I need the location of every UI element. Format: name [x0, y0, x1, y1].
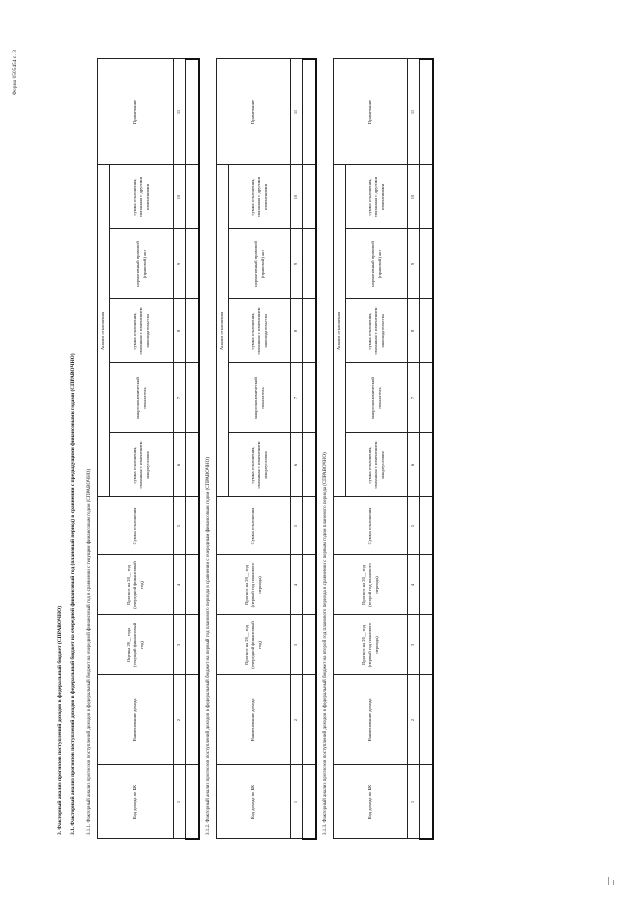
column-header: Код дохода по БК — [334, 765, 408, 839]
column-number: 11 — [291, 59, 303, 165]
data-cell[interactable] — [420, 165, 434, 229]
data-cell[interactable] — [303, 299, 317, 363]
group-header: Анализ отклонения — [217, 165, 229, 497]
form-code: Форма 0505454 с. 3 — [13, 49, 18, 95]
column-number: 2 — [174, 675, 186, 765]
column-number: 5 — [408, 497, 420, 555]
column-number: 7 — [408, 363, 420, 433]
column-header: макроэкономический показатель — [346, 363, 408, 433]
column-number: 6 — [291, 433, 303, 497]
column-number: 3 — [174, 615, 186, 675]
data-cell[interactable] — [186, 433, 200, 497]
data-cell[interactable] — [420, 299, 434, 363]
data-cell[interactable] — [303, 229, 317, 299]
column-number: 1 — [408, 765, 420, 839]
data-cell[interactable] — [303, 497, 317, 555]
column-header: нормативный правовой (правовой) акт — [346, 229, 408, 299]
data-cell[interactable] — [303, 765, 317, 839]
column-number: 10 — [291, 165, 303, 229]
column-header: Прогноз на 20__ год (первый год планового периода) — [217, 555, 291, 615]
column-number: 8 — [291, 299, 303, 363]
column-header: Примечание — [217, 59, 291, 165]
data-cell[interactable] — [186, 299, 200, 363]
column-number: 5 — [174, 497, 186, 555]
data-cell[interactable] — [186, 229, 200, 299]
section-title: 3. Факторный анализ прогнозов поступлений доходов в федеральный бюджет (СПРАВОЧНО) — [57, 605, 63, 835]
column-number: 4 — [291, 555, 303, 615]
column-number: 2 — [408, 675, 420, 765]
column-header: нормативный правовой (правовой) акт — [110, 229, 174, 299]
group-header: Анализ отклонения — [334, 165, 346, 497]
data-cell[interactable] — [420, 497, 434, 555]
column-number: 9 — [291, 229, 303, 299]
column-number: 3 — [291, 615, 303, 675]
column-header: Сумма отклонения — [98, 497, 174, 555]
data-cell[interactable] — [186, 363, 200, 433]
column-header: Прогноз на 20__ год (первый год планового периода) — [334, 615, 408, 675]
factor-table-3 — [333, 58, 434, 840]
column-number: 3 — [408, 615, 420, 675]
column-header: Оценка 20__ года (текущий финансовый год) — [98, 615, 174, 675]
column-number: 9 — [174, 229, 186, 299]
column-number: 6 — [408, 433, 420, 497]
column-header: Примечание — [98, 59, 174, 165]
column-number: 8 — [408, 299, 420, 363]
factor-table-1 — [97, 58, 200, 840]
table-row — [186, 59, 200, 839]
data-cell[interactable] — [420, 59, 434, 165]
column-header: Сумма отклонения — [334, 497, 408, 555]
column-header: сумма отклонения, связанная с изменением законодательства — [346, 299, 408, 363]
data-cell[interactable] — [186, 555, 200, 615]
column-header: Наименование дохода — [334, 675, 408, 765]
column-number: 8 — [174, 299, 186, 363]
column-number: 7 — [174, 363, 186, 433]
column-number: 4 — [408, 555, 420, 615]
subsection-title: 3.1. Факторный анализ прогнозов поступлений доходов в федеральный бюджет на очередной финансовый год (плановый период) в сравнении с предыдущими финансовыми годами (СПРАВОЧНО) — [70, 353, 76, 835]
data-cell[interactable] — [303, 675, 317, 765]
column-header: сумма отклонения, связанная с изменением законодательства — [229, 299, 291, 363]
column-header: Прогноз на 20__ год (очередной финансовый год) — [98, 555, 174, 615]
column-number: 9 — [408, 229, 420, 299]
data-cell[interactable] — [420, 363, 434, 433]
column-number: 11 — [408, 59, 420, 165]
column-header: сумма отклонения, связанная с другими изменениями — [346, 165, 408, 229]
column-header: Прогноз на 20__ год (очередной финансовый год) — [217, 615, 291, 675]
column-number: 1 — [291, 765, 303, 839]
data-cell[interactable] — [303, 615, 317, 675]
column-header: макроэкономический показатель — [110, 363, 174, 433]
data-cell[interactable] — [186, 675, 200, 765]
column-header: Примечание — [334, 59, 408, 165]
scan-mark — [608, 877, 609, 885]
column-header: сумма отклонения, связанная с другими изменениями — [110, 165, 174, 229]
data-cell[interactable] — [186, 165, 200, 229]
scan-mark — [613, 880, 614, 885]
data-cell[interactable] — [186, 765, 200, 839]
data-cell[interactable] — [303, 59, 317, 165]
group-header: Анализ отклонения — [98, 165, 110, 497]
data-cell[interactable] — [186, 59, 200, 165]
column-number: 10 — [174, 165, 186, 229]
column-header: сумма отклонения, связанная с другими изменениями — [229, 165, 291, 229]
column-header: макроэкономический показатель — [229, 363, 291, 433]
column-header: сумма отклонения, связанная с изменением макроусловия — [229, 433, 291, 497]
table-caption: 3.1.3. Факторный анализ прогнозов поступлений доходов в федеральный бюджет на второй год планового периода в сравнении с первым годом планового периода (СПРАВОЧНО) — [323, 452, 328, 835]
column-header: сумма отклонения, связанная с изменением макроусловия — [346, 433, 408, 497]
data-cell[interactable] — [303, 165, 317, 229]
data-cell[interactable] — [303, 363, 317, 433]
data-cell[interactable] — [420, 433, 434, 497]
column-number: 4 — [174, 555, 186, 615]
data-cell[interactable] — [303, 555, 317, 615]
data-cell[interactable] — [420, 555, 434, 615]
column-number: 7 — [291, 363, 303, 433]
column-header: сумма отклонения, связанная с изменением законодательства — [110, 299, 174, 363]
data-cell[interactable] — [420, 229, 434, 299]
column-number: 6 — [174, 433, 186, 497]
data-cell[interactable] — [420, 615, 434, 675]
table-row — [303, 59, 317, 839]
column-number: 5 — [291, 497, 303, 555]
column-number: 10 — [408, 165, 420, 229]
factor-table-2 — [216, 58, 317, 840]
table-caption: 3.1.2. Факторный анализ прогнозов поступлений доходов в федеральный бюджет на первый год планового периода в сравнении с очередным финансовым годом (СПРАВОЧНО) — [206, 457, 211, 835]
table-row — [420, 59, 434, 839]
column-header: Код дохода по БК — [98, 765, 174, 839]
column-number: 2 — [291, 675, 303, 765]
table-caption: 3.1.1. Факторный анализ прогнозов поступлений доходов в федеральный бюджет на очередной финансовый год в сравнении с текущим финансовым годом (СПРАВОЧНО) — [87, 468, 92, 835]
data-cell[interactable] — [303, 433, 317, 497]
column-header: Наименование дохода — [98, 675, 174, 765]
data-cell[interactable] — [186, 615, 200, 675]
column-header: Наименование дохода — [217, 675, 291, 765]
column-header: сумма отклонения, связанная с изменением макроусловия — [110, 433, 174, 497]
data-cell[interactable] — [420, 765, 434, 839]
column-header: Сумма отклонения — [217, 497, 291, 555]
column-number: 1 — [174, 765, 186, 839]
column-header: Прогноз на 20__ год (второй год планового периода) — [334, 555, 408, 615]
column-number: 11 — [174, 59, 186, 165]
data-cell[interactable] — [186, 497, 200, 555]
column-header: нормативный правовой (правовой) акт — [229, 229, 291, 299]
column-header: Код дохода по БК — [217, 765, 291, 839]
data-cell[interactable] — [420, 675, 434, 765]
